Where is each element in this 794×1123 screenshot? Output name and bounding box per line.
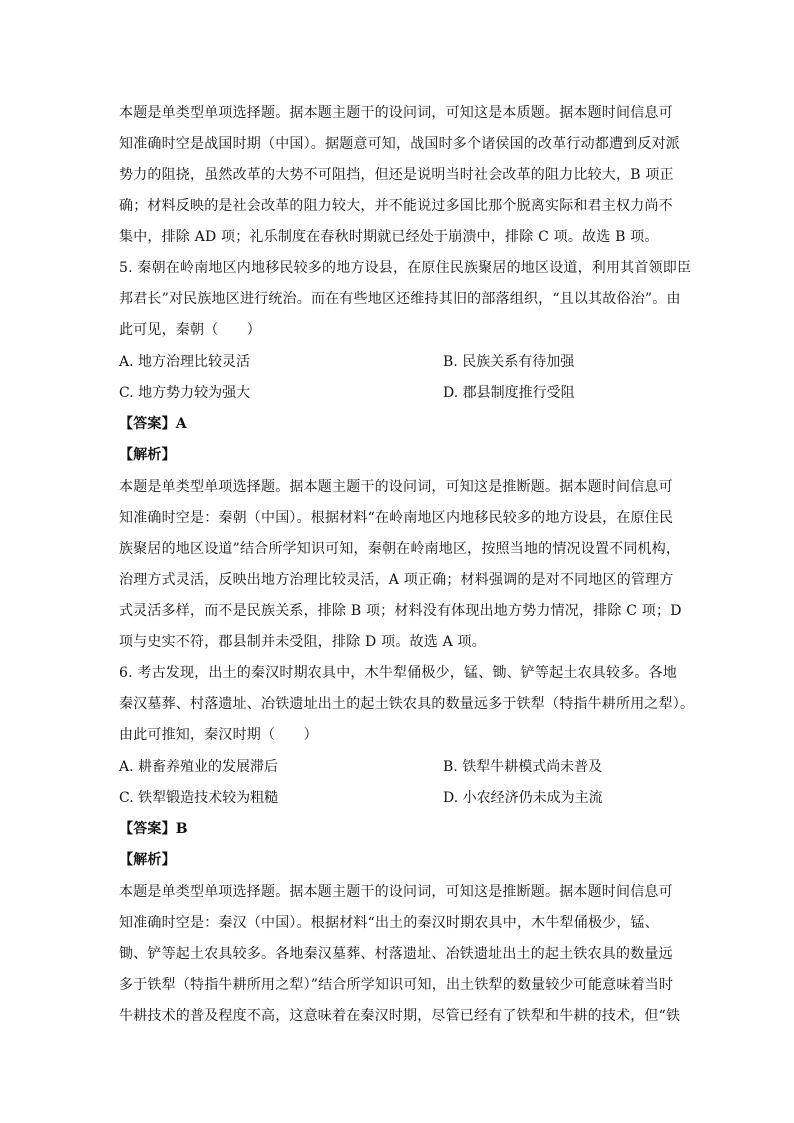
question-5-stem: 此可见，秦朝（ ） <box>119 322 261 338</box>
question-6-stem: 由此可推知，秦汉时期（ ） <box>119 727 318 743</box>
question-6-option-a: A. 耕畜养殖业的发展滞后 <box>119 759 279 775</box>
question-5-analysis-line: 治理方式灵活，反映出地方治理比较灵活，A 项正确；材料强调的是对不同地区的管理方 <box>119 572 674 588</box>
question-6-analysis-label: 【解析】 <box>119 852 176 868</box>
question-5-analysis-line: 知准确时空是：秦朝（中国）。根据材料“在岭南地区内地移民较多的地方设县，在原住民 <box>119 510 674 526</box>
question-5-option-a: A. 地方治理比较灵活 <box>119 354 251 370</box>
paragraph-line: 本题是单类型单项选择题。据本题主题干的设问词，可知这是本质题。据本题时间信息可 <box>119 105 673 121</box>
paragraph-line: 集中，排除 AD 项；礼乐制度在春秋时期就已经处于崩溃中，排除 C 项。故选 B 项。 <box>119 229 659 245</box>
question-6-option-b: B. 铁犁牛耕模式尚未普及 <box>443 759 603 775</box>
paragraph-line: 知准确时空是战国时期（中国）。据题意可知，战国时多个诸侯国的改革行动都遭到反对派 <box>119 136 680 152</box>
question-5-stem: 邦君长”对民族地区进行统治。而在有些地区还维持其旧的部落组织，“且以其故俗治”。由 <box>119 291 681 307</box>
question-6-option-c: C. 铁犁锻造技术较为粗糙 <box>119 790 279 806</box>
question-5-stem: 5. 秦朝在岭南地区内地移民较多的地方设县，在原住民族聚居的地区设道，利用其首领即臣 <box>119 260 692 276</box>
paragraph-line: 确；材料反映的是社会改革的阻力较大，并不能说过多国比那个脱离实际和君主权力尚不 <box>119 198 673 214</box>
question-5-analysis-label: 【解析】 <box>119 447 176 463</box>
question-5-analysis-line: 项与史实不符，郡县制并未受阻，排除 D 项。故选 A 项。 <box>119 634 486 650</box>
question-5-option-d: D. 郡县制度推行受阻 <box>443 385 575 401</box>
question-6-stem: 秦汉墓葬、村落遗址、冶铁遗址出土的起土铁农具的数量远多于铁犁（特指牛耕所用之犁）。 <box>119 696 695 712</box>
question-6-analysis-line: 锄、铲等起土农具较多。各地秦汉墓葬、村落遗址、冶铁遗址出土的起土铁农具的数量远 <box>119 946 673 962</box>
question-5-option-c: C. 地方势力较为强大 <box>119 385 251 401</box>
question-5-answer: 【答案】A <box>119 416 187 432</box>
paragraph-line: 势力的阻挠，虽然改革的大势不可阻挡，但还是说明当时社会改革的阻力比较大，B 项正 <box>119 167 674 183</box>
question-5-analysis-line: 式灵活多样，而不是民族关系，排除 B 项；材料没有体现出地方势力情况，排除 C 项；D <box>119 603 682 619</box>
question-6-analysis-line: 知准确时空是：秦汉（中国）。根据材料“出土的秦汉时期农具中，木牛犁俑极少，锰、 <box>119 915 659 931</box>
question-6-analysis-line: 多于铁犁（特指牛耕所用之犁）”结合所学知识可知，出土铁犁的数量较少可能意味着当时 <box>119 977 674 993</box>
question-5-option-b: B. 民族关系有待加强 <box>443 354 575 370</box>
question-6-answer: 【答案】B <box>119 821 188 837</box>
question-5-analysis-line: 族聚居的地区设道”结合所学知识可知，秦朝在岭南地区，按照当地的情况设置不同机构， <box>119 541 681 557</box>
question-6-analysis-line: 本题是单类型单项选择题。据本题主题干的设问词，可知这是推断题。据本题时间信息可 <box>119 884 673 900</box>
question-5-analysis-line: 本题是单类型单项选择题。据本题主题干的设问词，可知这是推断题。据本题时间信息可 <box>119 479 673 495</box>
question-6-option-d: D. 小农经济仍未成为主流 <box>443 790 603 806</box>
question-6-stem: 6. 考古发现，出土的秦汉时期农具中，木牛犁俑极少，锰、锄、铲等起土农具较多。各地 <box>119 665 678 681</box>
question-6-analysis-line: 牛耕技术的普及程度不高，这意味着在秦汉时期，尽管已经有了铁犁和牛耕的技术，但“铁 <box>119 1008 681 1024</box>
